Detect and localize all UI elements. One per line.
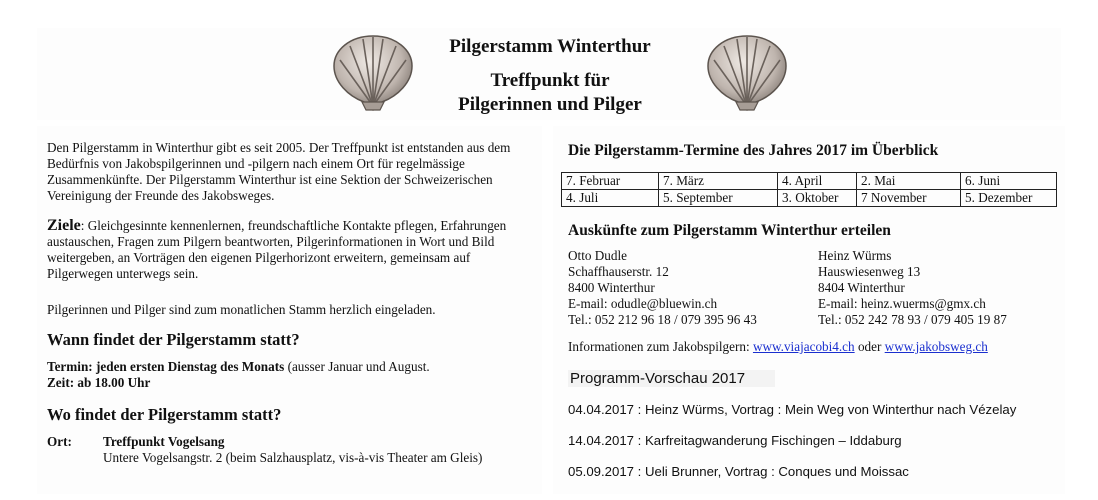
link-jakobsweg[interactable]: www.jakobsweg.ch: [884, 339, 988, 354]
header-title-line1: Treffpunkt für: [490, 70, 610, 91]
contact-name: Otto Dudle: [568, 248, 627, 263]
ort-address: Untere Vogelsangstr. 2 (beim Salzhausplatz, vis-à-vis Theater am Gleis): [103, 450, 483, 465]
header-title-line2: Pilgerinnen und Pilger: [458, 94, 642, 115]
date-cell: 3. Oktober: [778, 190, 857, 207]
intro-text: Den Pilgerstamm in Winterthur gibt es seit 2005. Der Treffpunkt ist entstanden aus dem Bedürfnis von Jakobspilgerinnen und -pilgern nach einem Ort für regelmässige Zusammenkünfte. Der Pilgerstamm Winterthur ist eine Sektion der Schweizerischen Vereinigung der Freunde des Jakobsweges.: [47, 140, 511, 203]
ziele-text: : Gleichgesinnte kennenlernen, freundschaftliche Kontakte pflegen, Erfahrungen austauschen, Fragen zum Pilgern beantworten, Pilgerinformationen in Wort und Bild weitergeben, an Vorträgen den eigenen Pilgerhorizont erweitern, gemeinsam auf Pilgerwegen unterwegs sein.: [47, 218, 507, 281]
contact-email: E-mail: odudle@bluewin.ch: [568, 296, 718, 311]
dates-heading: Die Pilgerstamm-Termine des Jahres 2017 im Überblick: [568, 142, 939, 159]
dates-table: [561, 172, 1057, 207]
date-cell: 7. März: [659, 173, 778, 190]
header-name: Pilgerstamm Winterthur: [449, 36, 651, 57]
table-row: [562, 173, 1057, 190]
contact-person-1: [568, 248, 757, 328]
contact-city: 8404 Winterthur: [818, 280, 905, 295]
program-item: 14.04.2017 : Karfreitagwanderung Fischingen – Iddaburg: [568, 433, 902, 448]
ziele-paragraph: [47, 218, 527, 282]
date-cell: 4. Juli: [562, 190, 659, 207]
date-cell: 6. Juni: [961, 173, 1057, 190]
termin-note: (ausser Januar und August.: [287, 359, 430, 374]
date-cell: 2. Mai: [857, 173, 961, 190]
contacts-heading: Auskünfte zum Pilgerstamm Winterthur erteilen: [568, 222, 891, 239]
program-item: 04.04.2017 : Heinz Würms, Vortrag : Mein Weg von Winterthur nach Vézelay: [568, 402, 1017, 417]
program-title: Programm-Vorschau 2017: [568, 370, 775, 387]
termin-line: Termin: jeden ersten Dienstag des Monats (ausser Januar und August.: [47, 359, 430, 374]
zeit-label: Zeit: [47, 375, 70, 390]
zeit-line: Zeit: ab 18.00 Uhr: [47, 375, 151, 390]
info-line: [568, 339, 988, 355]
date-cell: 7. Februar: [562, 173, 659, 190]
zeit-value: ab 18.00 Uhr: [77, 375, 151, 390]
contact-name: Heinz Würms: [818, 248, 892, 263]
contact-city: 8400 Winterthur: [568, 280, 655, 295]
contact-street: Hauswiesenweg 13: [818, 264, 921, 279]
intro-paragraph: [47, 140, 527, 204]
date-cell: 5. Dezember: [961, 190, 1057, 207]
when-heading: Wann findet der Pilgerstamm statt?: [47, 330, 300, 349]
date-cell: 4. April: [778, 173, 857, 190]
ort-name: Treffpunkt Vogelsang: [103, 434, 225, 449]
ort-label: Ort:: [47, 434, 72, 449]
ziele-label: Ziele: [47, 217, 81, 234]
termin-value: jeden ersten Dienstag des Monats: [95, 359, 285, 374]
date-cell: 7 November: [857, 190, 961, 207]
contact-phone: Tel.: 052 242 78 93 / 079 405 19 87: [818, 312, 1007, 327]
link-viajacobi[interactable]: www.viajacobi4.ch: [752, 339, 855, 354]
date-cell: 5. September: [659, 190, 778, 207]
invite-text: Pilgerinnen und Pilger sind zum monatlichen Stamm herzlich eingeladen.: [47, 302, 436, 317]
termin-label: Termin: [47, 359, 89, 374]
program-item: 05.09.2017 : Ueli Brunner, Vortrag : Conques und Moissac: [568, 464, 909, 479]
contact-email: E-mail: heinz.wuerms@gmx.ch: [818, 296, 986, 311]
info-prefix: Informationen zum Jakobspilgern:: [568, 339, 753, 354]
contact-person-2: [818, 248, 1007, 328]
contact-phone: Tel.: 052 212 96 18 / 079 395 96 43: [568, 312, 757, 327]
info-mid: oder: [854, 339, 885, 354]
ort-block: [47, 434, 527, 466]
table-row: [562, 190, 1057, 207]
contact-street: Schaffhauserstr. 12: [568, 264, 669, 279]
where-heading: Wo findet der Pilgerstamm statt?: [47, 405, 282, 424]
